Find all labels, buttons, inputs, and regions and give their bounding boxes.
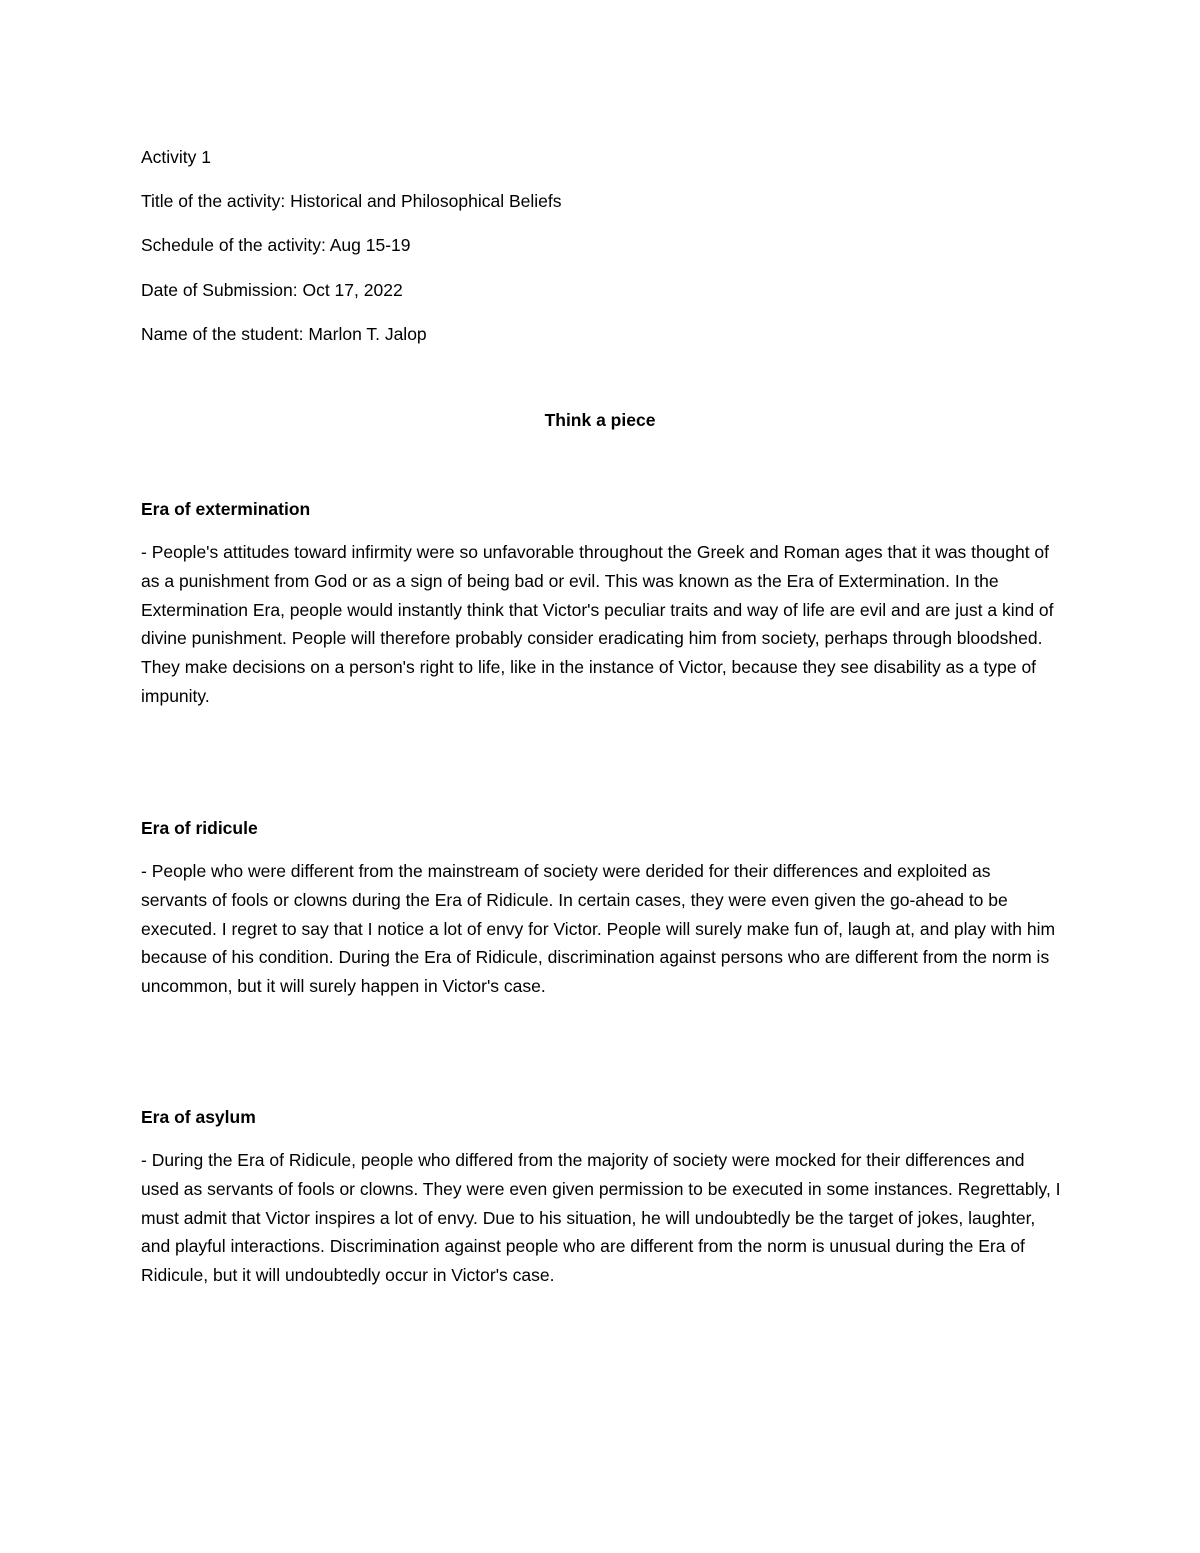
section-body-extermination: - People's attitudes toward infirmity were so unfavorable throughout the Greek and Roman ages that it was thought of as a punishment from God or as a sign of being bad or evil. This was known as the Era of Extermination. In the Extermination Era, people would instantly think that Victor's peculiar traits and way of life are evil and are just a kind of divine punishment. People will therefore probably consider eradicating him from society, perhaps through bloodshed. They make decisions on a person's right to life, like in the instance of Victor, because they see disability as a type of impunity. xyxy=(141,542,1054,706)
section-body-ridicule: - People who were different from the mainstream of society were derided for their differences and exploited as servants of fools or clowns during the Era of Ridicule. In certain cases, they were even given the go-ahead to be executed. I regret to say that I notice a lot of envy for Victor. People will surely make fun of, laugh at, and play with him because of his condition. During the Era of Ridicule, discrimination against persons who are different from the norm is uncommon, but it will surely happen in Victor's case. xyxy=(141,861,1056,997)
section-heading-asylum: Era of asylum xyxy=(141,1107,256,1127)
document-title: Think a piece xyxy=(544,410,656,430)
section-body-asylum: - During the Era of Ridicule, people who differed from the majority of society were mocked for their differences and used as servants of fools or clowns. They were even given permission to be executed in some instances. Regrettably, I must admit that Victor inspires a lot of envy. Due to his situation, he will undoubtedly be the target of jokes, laughter, and playful interactions. Discrimination against people who are different from the norm is unusual during the Era of Ridicule, but it will undoubtedly occur in Victor's case. xyxy=(141,1150,1061,1286)
section-heading-extermination: Era of extermination xyxy=(141,499,311,519)
activity-title-line: Title of the activity: Historical and Philosophical Beliefs xyxy=(141,191,562,211)
submission-date-line: Date of Submission: Oct 17, 2022 xyxy=(141,280,403,300)
section-heading-ridicule: Era of ridicule xyxy=(141,818,258,838)
activity-schedule-line: Schedule of the activity: Aug 15-19 xyxy=(141,235,411,255)
student-name-line: Name of the student: Marlon T. Jalop xyxy=(141,324,427,344)
activity-number: Activity 1 xyxy=(141,147,212,167)
